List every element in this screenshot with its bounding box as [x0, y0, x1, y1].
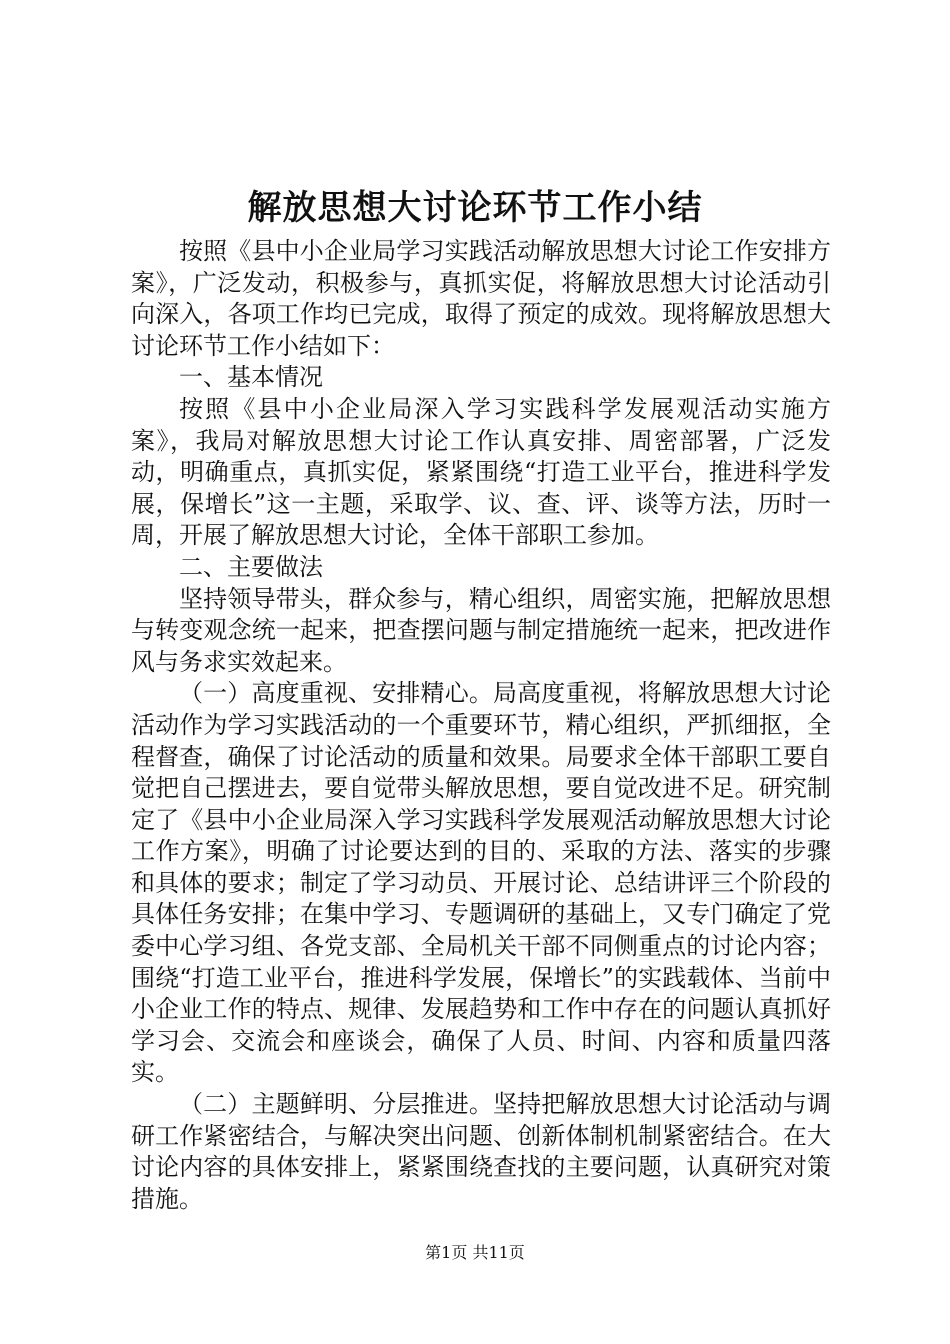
heading-main-practices: 二、主要做法 — [179, 552, 323, 581]
page-number-footer: 第1页 共11页 — [425, 1243, 525, 1262]
paragraph-intro: 按照《县中小企业局学习实践活动解放思想大讨论工作安排方案》，广泛发动，积极参与，真抓实促，将解放思想大讨论活动引向深入，各项工作均已完成，取得了预定的成效。现将解放思想大讨论环节工作小结如下： — [131, 237, 831, 360]
paragraph-practice-two: （二）主题鲜明、分层推进。坚持把解放思想大讨论活动与调研工作紧密结合，与解决突出问题、创新体制机制紧密结合。在大讨论内容的具体安排上，紧紧围绕查找的主要问题，认真研究对策措施。 — [131, 1090, 831, 1213]
document-title: 解放思想大讨论环节工作小结 — [247, 188, 703, 228]
paragraph-practice-one: （一）高度重视、安排精心。局高度重视，将解放思想大讨论活动作为学习实践活动的一个重要环节，精心组织，严抓细抠，全程督查，确保了讨论活动的质量和效果。局要求全体干部职工要自觉把自己摆进去，要自觉带头解放思想，要自觉改进不足。研究制定了《县中小企业局深入学习实践科学发展观活动解放思想大讨论工作方案》，明确了讨论要达到的目的、采取的方法、落实的步骤和具体的要求；制定了学习动员、开展讨论、总结讲评三个阶段的具体任务安排；在集中学习、专题调研的基础上，又专门确定了党委中心学习组、各党支部、全局机关干部不同侧重点的讨论内容；围绕“打造工业平台，推进科学发展，保增长”的实践载体、当前中小企业工作的特点、规律、发展趋势和工作中存在的问题认真抓好学习会、交流会和座谈会，确保了人员、时间、内容和质量四落实。 — [131, 679, 831, 1087]
paragraph-basic-situation: 按照《县中小企业局深入学习实践科学发展观活动实施方案》，我局对解放思想大讨论工作认真安排、周密部署，广泛发动，明确重点，真抓实促，紧紧围绕“打造工业平台，推进科学发展，保增长”这一主题，采取学、议、查、评、谈等方法，历时一周，开展了解放思想大讨论，全体干部职工参加。 — [131, 394, 831, 550]
heading-basic-situation: 一、基本情况 — [179, 363, 323, 392]
document-body — [131, 236, 831, 1215]
paragraph-main-practices: 坚持领导带头，群众参与，精心组织，周密实施，把解放思想与转变观念统一起来，把查摆问题与制定措施统一起来，把改进作风与务求实效起来。 — [131, 584, 831, 676]
